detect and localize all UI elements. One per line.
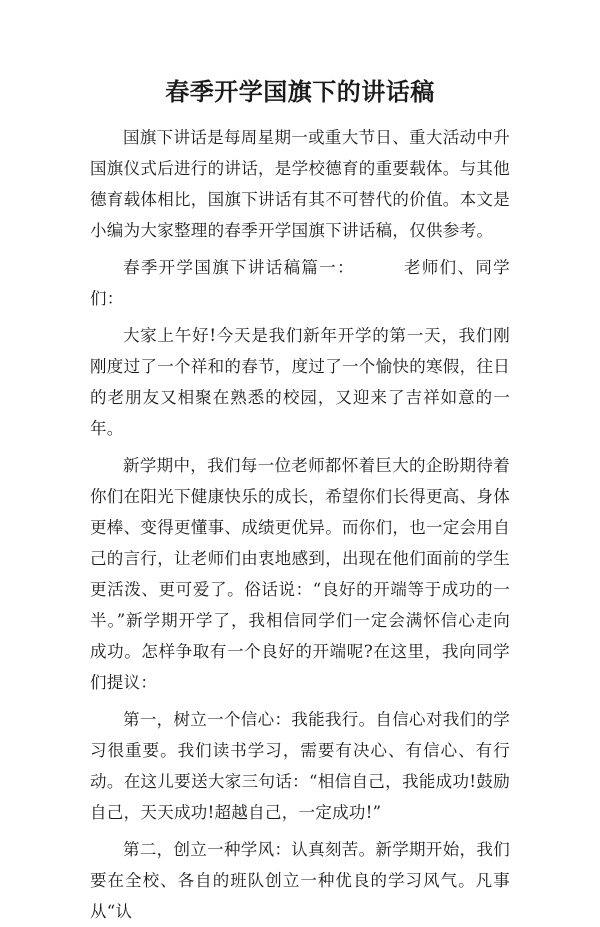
- document-title: 春季开学国旗下的讲话稿: [165, 77, 435, 106]
- body-paragraph-4: 第二，创立一种学风：认真刻苦。新学期开始，我们要在全校、各自的班队创立一种优良的学习风气。凡事从“认: [90, 840, 510, 921]
- greeting: 老师们、同学们：: [90, 258, 510, 308]
- body-paragraph-3: 第一，树立一个信心：我能我行。自信心对我们的学习很重要。我们读书学习，需要有决心、有信心、有行动。在这儿要送大家三句话：“相信自己，我能成功!鼓励自己，天天成功!超越自己，一定成功!”: [90, 710, 510, 822]
- section-heading: 春季开学国旗下讲话稿篇一：: [123, 258, 355, 277]
- intro-paragraph: 国旗下讲话是每周星期一或重大节日、重大活动中升国旗仪式后进行的讲话，是学校德育的重要载体。与其他德育载体相比，国旗下讲话有其不可替代的价值。本文是小编为大家整理的春季开学国旗下讲话稿，仅供参考。: [90, 128, 510, 240]
- section-heading-line: [90, 252, 510, 314]
- body-paragraph-2: 新学期中，我们每一位老师都怀着巨大的企盼期待着你们在阳光下健康快乐的成长，希望你们长得更高、身体更棒、变得更懂事、成绩更优异。而你们，也一定会用自己的言行，让老师们由衷地感到，出现在他们面前的学生更活泼、更可爱了。俗话说：“良好的开端等于成功的一半。”新学期开学了，我相信同学们一定会满怀信心走向成功。怎样争取有一个良好的开端呢?在这里，我向同学们提议：: [90, 456, 510, 692]
- body-paragraph-1: 大家上午好!今天是我们新年开学的第一天，我们刚刚度过了一个祥和的春节，度过了一个愉快的寒假，往日的老朋友又相聚在熟悉的校园，又迎来了吉祥如意的一年。: [90, 326, 510, 438]
